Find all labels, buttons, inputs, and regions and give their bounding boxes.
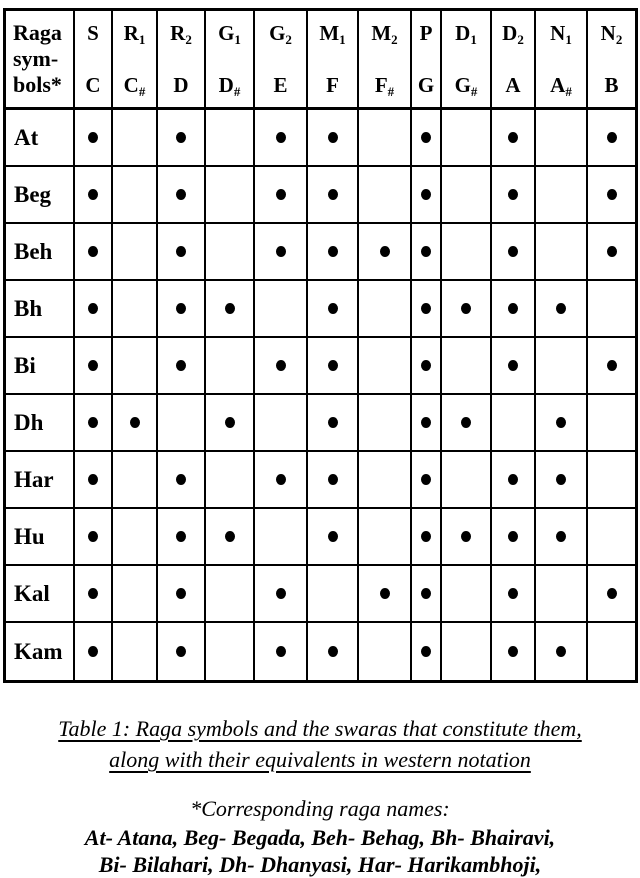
cell-Har-N1 [536,452,588,509]
header-cell-M1 [308,11,359,110]
swara-dot-icon [88,646,98,657]
swara-dot-icon [130,417,140,428]
swara-label: $G_1$ [218,21,241,47]
cell-Bi-M1 [308,338,359,395]
swara-dot-icon [328,189,338,200]
swara-dot-icon [508,132,518,143]
row-label-Beg: Beg [6,167,75,224]
header-cell-G1 [206,11,255,110]
cell-Beh-N1 [536,224,588,281]
cell-Har-R1 [113,452,158,509]
cell-At-M2 [359,110,412,167]
cell-Bh-D2 [492,281,536,338]
cell-Bh-G1 [206,281,255,338]
swara-dot-icon [421,531,431,542]
cell-Beh-M1 [308,224,359,281]
swara-dot-icon [421,360,431,371]
swara-label: $G_2$ [269,21,292,47]
swara-dot-icon [176,531,186,542]
cell-Beh-P [412,224,442,281]
cell-Beh-D1 [442,224,492,281]
cell-Hu-G2 [255,509,308,566]
swara-dot-icon [328,360,338,371]
row-label-Hu: Hu [6,509,75,566]
swara-dot-icon [556,303,566,314]
swara-dot-icon [421,189,431,200]
swara-label: $D_2$ [502,21,524,47]
table-row-Bh [6,281,635,338]
cell-Beg-D1 [442,167,492,224]
cell-Dh-R2 [158,395,206,452]
swara-label: $M_2$ [371,21,398,47]
swara-dot-icon [508,588,518,599]
cell-At-D2 [492,110,536,167]
cell-Dh-D2 [492,395,536,452]
cell-Hu-N1 [536,509,588,566]
swara-dot-icon [607,588,617,599]
cell-Hu-N2 [588,509,635,566]
swara-dot-icon [176,303,186,314]
cell-Har-D1 [442,452,492,509]
cell-Dh-N2 [588,395,635,452]
swara-label: $R_1$ [123,21,146,47]
swara-dot-icon [276,360,286,371]
cell-Beh-R2 [158,224,206,281]
swara-dot-icon [328,646,338,657]
cell-Kam-G1 [206,623,255,680]
swara-dot-icon [508,360,518,371]
swara-label: P [419,21,433,45]
table-row-Beh [6,224,635,281]
cell-Beg-D2 [492,167,536,224]
row-label-Kam: Kam [6,623,75,680]
cell-Beg-M1 [308,167,359,224]
cell-Beg-R1 [113,167,158,224]
cell-Bh-G2 [255,281,308,338]
swara-dot-icon [88,132,98,143]
swara-dot-icon [88,531,98,542]
cell-Bh-N2 [588,281,635,338]
cell-Kam-R2 [158,623,206,680]
header-cell-S [75,11,113,110]
table-row-Kal [6,566,635,623]
cell-Bh-S [75,281,113,338]
cell-Kal-N1 [536,566,588,623]
footnote-heading: *Corresponding raga names: [190,796,450,821]
swara-dot-icon [88,360,98,371]
swara-dot-icon [556,531,566,542]
cell-Har-G2 [255,452,308,509]
table-row-Hu [6,509,635,566]
western-note-label: D [173,73,189,97]
cell-Har-D2 [492,452,536,509]
table-row-Dh [6,395,635,452]
row-label-Beh: Beh [6,224,75,281]
cell-Bh-M2 [359,281,412,338]
swara-dot-icon [276,189,286,200]
swara-label: $D_1$ [455,21,477,47]
cell-Kam-M1 [308,623,359,680]
footnote-names-line-2: Bi- Bilahari, Dh- Dhanyasi, Har- Harikambhoji, [98,852,542,877]
cell-Beg-N2 [588,167,635,224]
header-cell-M2 [359,11,412,110]
footnote [0,795,640,878]
swara-dot-icon [328,132,338,143]
swara-dot-icon [88,474,98,485]
cell-Kal-G2 [255,566,308,623]
cell-Beh-D2 [492,224,536,281]
swara-dot-icon [421,417,431,428]
western-note-label: $C_{\#}$ [123,73,146,99]
western-note-label: $F_{\#}$ [374,73,395,99]
cell-Dh-G2 [255,395,308,452]
cell-Kam-D2 [492,623,536,680]
table-row-Kam [6,623,635,680]
cell-At-G2 [255,110,308,167]
cell-Hu-P [412,509,442,566]
cell-Dh-R1 [113,395,158,452]
swara-dot-icon [176,646,186,657]
cell-Dh-M1 [308,395,359,452]
swara-dot-icon [556,417,566,428]
cell-Kam-R1 [113,623,158,680]
cell-Beg-N1 [536,167,588,224]
cell-Kal-S [75,566,113,623]
cell-Bh-R2 [158,281,206,338]
swara-dot-icon [421,588,431,599]
cell-Hu-M1 [308,509,359,566]
cell-Har-R2 [158,452,206,509]
western-note-label: $G_{\#}$ [454,73,478,99]
cell-Kal-P [412,566,442,623]
swara-dot-icon [556,646,566,657]
cell-At-N2 [588,110,635,167]
swara-dot-icon [508,646,518,657]
swara-dot-icon [88,189,98,200]
swara-dot-icon [508,303,518,314]
cell-Hu-G1 [206,509,255,566]
swara-dot-icon [225,417,235,428]
cell-Har-M2 [359,452,412,509]
cell-Kam-G2 [255,623,308,680]
cell-Hu-M2 [359,509,412,566]
table-row-Bi [6,338,635,395]
header-cell-N1 [536,11,588,110]
caption-line-2: along with their equivalents in western notation [109,747,531,772]
cell-Hu-R1 [113,509,158,566]
raga-swara-table [3,8,638,683]
swara-dot-icon [380,246,390,257]
cell-Bh-N1 [536,281,588,338]
swara-dot-icon [225,303,235,314]
cell-Kam-D1 [442,623,492,680]
swara-dot-icon [607,132,617,143]
swara-dot-icon [461,303,471,314]
cell-At-R1 [113,110,158,167]
cell-Bi-M2 [359,338,412,395]
cell-Har-P [412,452,442,509]
cell-Dh-D1 [442,395,492,452]
cell-Bi-S [75,338,113,395]
cell-Dh-P [412,395,442,452]
cell-Hu-R2 [158,509,206,566]
cell-Har-G1 [206,452,255,509]
cell-Bi-N1 [536,338,588,395]
swara-label: $N_1$ [550,21,572,47]
swara-dot-icon [176,588,186,599]
cell-Beh-G2 [255,224,308,281]
cell-Hu-S [75,509,113,566]
swara-dot-icon [225,531,235,542]
cell-Bh-R1 [113,281,158,338]
swara-dot-icon [176,474,186,485]
header-row [6,11,635,110]
cell-Bh-P [412,281,442,338]
cell-Beg-P [412,167,442,224]
cell-At-G1 [206,110,255,167]
cell-Dh-S [75,395,113,452]
cell-Kam-M2 [359,623,412,680]
swara-dot-icon [88,588,98,599]
cell-Bh-D1 [442,281,492,338]
western-note-label: C [85,73,101,97]
western-note-label: $D_{\#}$ [218,73,241,99]
paper-figure [0,8,640,878]
cell-Beh-G1 [206,224,255,281]
table-row-Beg [6,167,635,224]
swara-dot-icon [461,417,471,428]
corner-header-cell [6,11,75,110]
row-label-Bi: Bi [6,338,75,395]
western-note-label: A [505,73,521,97]
swara-dot-icon [421,132,431,143]
swara-dot-icon [276,246,286,257]
swara-dot-icon [328,303,338,314]
swara-dot-icon [88,417,98,428]
header-cell-R1 [113,11,158,110]
cell-Beh-S [75,224,113,281]
swara-dot-icon [276,646,286,657]
cell-Kam-P [412,623,442,680]
table-row-Har [6,452,635,509]
cell-Beg-G2 [255,167,308,224]
cell-At-N1 [536,110,588,167]
swara-dot-icon [607,360,617,371]
header-cell-P [412,11,442,110]
swara-label: S [87,21,99,45]
cell-Bi-G1 [206,338,255,395]
cell-At-S [75,110,113,167]
swara-dot-icon [276,132,286,143]
cell-Kam-N1 [536,623,588,680]
table-caption [0,713,640,775]
cell-Dh-G1 [206,395,255,452]
cell-Hu-D2 [492,509,536,566]
footnote-names-line-1: At- Atana, Beg- Begada, Beh- Behag, Bh- Bhairavi, [84,825,556,850]
cell-Kal-G1 [206,566,255,623]
swara-dot-icon [508,246,518,257]
cell-Beg-G1 [206,167,255,224]
swara-dot-icon [421,646,431,657]
swara-dot-icon [607,189,617,200]
cell-Kal-M2 [359,566,412,623]
swara-dot-icon [328,246,338,257]
swara-label: $M_1$ [319,21,346,47]
western-note-label: G [417,73,435,97]
western-note-label: E [273,73,288,97]
swara-dot-icon [176,246,186,257]
swara-dot-icon [461,531,471,542]
cell-Har-N2 [588,452,635,509]
cell-At-R2 [158,110,206,167]
cell-Kam-S [75,623,113,680]
header-cell-D2 [492,11,536,110]
cell-Dh-M2 [359,395,412,452]
swara-dot-icon [380,588,390,599]
cell-Bi-P [412,338,442,395]
cell-Bi-G2 [255,338,308,395]
cell-Beh-R1 [113,224,158,281]
cell-At-P [412,110,442,167]
header-cell-R2 [158,11,206,110]
swara-dot-icon [328,531,338,542]
cell-Bi-D2 [492,338,536,395]
row-label-Har: Har [6,452,75,509]
cell-Hu-D1 [442,509,492,566]
swara-dot-icon [176,132,186,143]
swara-dot-icon [421,303,431,314]
row-label-Dh: Dh [6,395,75,452]
cell-Kam-N2 [588,623,635,680]
swara-dot-icon [421,474,431,485]
cell-Beh-N2 [588,224,635,281]
cell-Bi-R2 [158,338,206,395]
swara-dot-icon [276,588,286,599]
swara-label: $R_2$ [170,21,192,47]
swara-dot-icon [508,474,518,485]
corner-header-line: Raga [13,20,62,45]
swara-label: $N_2$ [600,21,623,47]
cell-Kal-D2 [492,566,536,623]
swara-dot-icon [508,531,518,542]
corner-header-line: bols* [13,72,62,97]
cell-Bh-M1 [308,281,359,338]
cell-Beg-S [75,167,113,224]
cell-Kal-D1 [442,566,492,623]
cell-Har-M1 [308,452,359,509]
swara-dot-icon [88,303,98,314]
swara-dot-icon [328,417,338,428]
swara-dot-icon [176,189,186,200]
cell-At-D1 [442,110,492,167]
cell-Har-S [75,452,113,509]
cell-Kal-R1 [113,566,158,623]
cell-Beg-R2 [158,167,206,224]
swara-dot-icon [176,360,186,371]
western-note-label: B [604,73,619,97]
row-label-Bh: Bh [6,281,75,338]
swara-dot-icon [276,474,286,485]
header-cell-G2 [255,11,308,110]
swara-dot-icon [328,474,338,485]
corner-header-line: sym- [13,46,59,71]
cell-Bi-R1 [113,338,158,395]
cell-At-M1 [308,110,359,167]
cell-Bi-N2 [588,338,635,395]
swara-dot-icon [421,246,431,257]
row-label-At: At [6,110,75,167]
header-cell-N2 [588,11,635,110]
swara-dot-icon [508,189,518,200]
cell-Kal-N2 [588,566,635,623]
western-note-label: F [326,73,339,97]
swara-dot-icon [607,246,617,257]
cell-Kal-R2 [158,566,206,623]
cell-Bi-D1 [442,338,492,395]
table-row-At [6,110,635,167]
row-label-Kal: Kal [6,566,75,623]
western-note-label: $A_{\#}$ [550,73,572,99]
swara-dot-icon [556,474,566,485]
cell-Dh-N1 [536,395,588,452]
header-cell-D1 [442,11,492,110]
cell-Beg-M2 [359,167,412,224]
cell-Beh-M2 [359,224,412,281]
cell-Kal-M1 [308,566,359,623]
caption-line-1: Table 1: Raga symbols and the swaras that constitute them, [58,716,582,741]
swara-dot-icon [88,246,98,257]
